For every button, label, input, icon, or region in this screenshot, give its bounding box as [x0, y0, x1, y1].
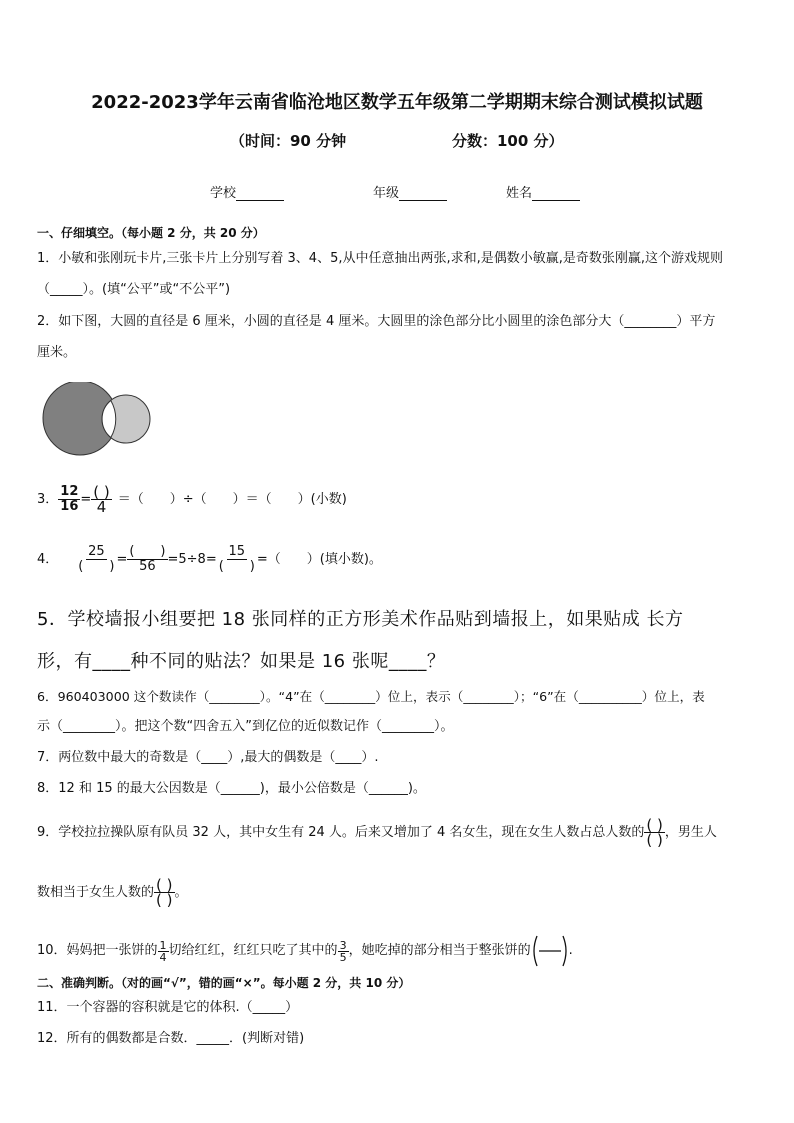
- q10-f1-denominator: 4: [159, 950, 167, 964]
- q10-fraction-2: [338, 940, 349, 963]
- q10-f2-denominator: 5: [339, 950, 347, 964]
- q10-end: .: [568, 943, 573, 958]
- q10: [37, 934, 573, 968]
- q2-line2: 厘米。: [37, 345, 77, 360]
- q10-fraction-1: [158, 940, 169, 963]
- q3-b-denominator: 4: [96, 498, 107, 516]
- q9-fraction-1: [644, 818, 664, 847]
- q2-line1: 2．如下图，大圆的直径是 6 厘米，小圆的直径是 4 厘米。大圆里的涂色部分比小圆里的涂色部分大（________）平方: [37, 314, 716, 329]
- q9-f1-denominator: ( ): [646, 831, 663, 849]
- q4-b-numerator: ( ): [129, 544, 166, 559]
- q3-equals: =: [80, 491, 92, 507]
- q1-line2: （_____）。(填“公平”或“不公平”): [37, 282, 231, 297]
- q9-line1-wrap: [37, 818, 717, 847]
- q10-answer-bracket: [531, 934, 569, 968]
- q9-f1-numerator: ( ): [646, 816, 663, 834]
- q9-f2-denominator: ( ): [156, 891, 173, 909]
- grade-blank: [399, 186, 447, 201]
- name-field: [506, 182, 580, 201]
- school-blank: [236, 186, 284, 201]
- page-title: 2022-2023学年云南省临沧地区数学五年级第二学期期末综合测试模拟试题: [91, 92, 703, 113]
- q9-fraction-2: [154, 878, 174, 907]
- q4-middle: =5÷8=: [167, 551, 217, 567]
- q4-number: 4．: [37, 551, 59, 567]
- q4-rest: =（ ）(填小数)。: [256, 551, 382, 567]
- q3-number: 3．: [37, 491, 59, 507]
- q1-line1: 1．小敏和张刚玩卡片,三张卡片上分别写着 3、4、5,从中任意抽出两张,求和,是偶数小敏赢,是奇数张刚赢,这个游戏规则: [37, 251, 724, 266]
- q4-c-numerator: 15: [228, 544, 246, 559]
- q11: 11．一个容器的容积就是它的体积.（_____）: [37, 1000, 299, 1015]
- q12: 12．所有的偶数都是合数．_____．(判断对错): [37, 1031, 305, 1046]
- q6-line1: 6．960403000 这个数读作（________）。“4”在（________）位上，表示（________）；“6”在（__________）位上，表: [37, 689, 705, 704]
- q3-b-numerator: ( ): [93, 483, 110, 501]
- q10-part-a: 10．妈妈把一张饼的: [37, 943, 158, 958]
- q3-a-denominator: 16: [60, 499, 79, 514]
- q4-fraction-b: [127, 545, 167, 574]
- school-field: [210, 182, 284, 201]
- q9-tail: ，男生人: [664, 824, 717, 840]
- q4-c-denominator: ( ): [218, 559, 255, 574]
- q3-rest: ＝（ ）÷（ ）＝（ ）(小数): [117, 491, 347, 507]
- q7: 7．两位数中最大的奇数是（____）,最大的偶数是（____）.: [37, 750, 379, 765]
- q3-fraction-b: [91, 485, 111, 514]
- q3-fraction-a: [58, 485, 80, 514]
- q9-line1: 9．学校拉拉操队原有队员 32 人，其中女生有 24 人。后来又增加了 4 名女生，现在女生人数占总人数的: [37, 824, 645, 840]
- q10-part-b: 切给红红，红红只吃了其中的: [168, 943, 338, 958]
- q4-a-denominator: ( ): [78, 559, 115, 574]
- name-label: 姓名: [506, 186, 533, 201]
- q10-f1-numerator: 1: [159, 938, 167, 952]
- q5-line2: 形，有____种不同的贴法？如果是 16 张呢____？: [37, 651, 446, 672]
- q10-f2-numerator: 3: [339, 938, 347, 952]
- q8: 8．12 和 15 的最大公因数是（______)，最小公倍数是（______)。: [37, 781, 426, 796]
- q9-end: 。: [174, 884, 188, 900]
- q6-line2: 示（________）。把这个数“四舍五入”到亿位的近似数记作（________）。: [37, 719, 454, 734]
- grade-field: [373, 182, 447, 201]
- name-blank: [532, 186, 580, 201]
- q4-fraction-c: [217, 545, 257, 574]
- q10-part-c: ，她吃掉的部分相当于整张饼的: [348, 943, 531, 958]
- grade-label: 年级: [373, 186, 400, 201]
- school-label: 学校: [210, 186, 237, 201]
- q4-b-denominator: 56: [139, 559, 156, 574]
- q9-f2-numerator: ( ): [156, 876, 173, 894]
- section2-heading: 二、准确判断。（对的画“√”，错的画“×”。每小题 2 分，共 10 分）: [37, 976, 411, 990]
- time-label: （时间：90 分钟: [230, 132, 347, 150]
- q4-fraction-a: [76, 545, 116, 574]
- q4-a-numerator: 25: [88, 544, 105, 559]
- q5-line1: 5．学校墙报小组要把 18 张同样的正方形美术作品贴到墙报上，如果贴成 长方: [37, 609, 684, 630]
- q9-line2: 数相当于女生人数的: [37, 884, 155, 900]
- q3: [37, 485, 347, 514]
- section1-heading: 一、仔细填空。（每小题 2 分，共 20 分）: [37, 226, 265, 240]
- q9-line2-wrap: [37, 878, 188, 907]
- q4: 4． $\frac{25}{( )}$ = $\frac{( )}{56}$ =5÷8= $\frac{15}{( )}$ =（ ）(填小数)。: [37, 544, 382, 574]
- score-label: 分数：100 分）: [452, 132, 564, 150]
- circles-figure: [40, 382, 155, 456]
- q3-a-numerator: 12: [60, 484, 79, 499]
